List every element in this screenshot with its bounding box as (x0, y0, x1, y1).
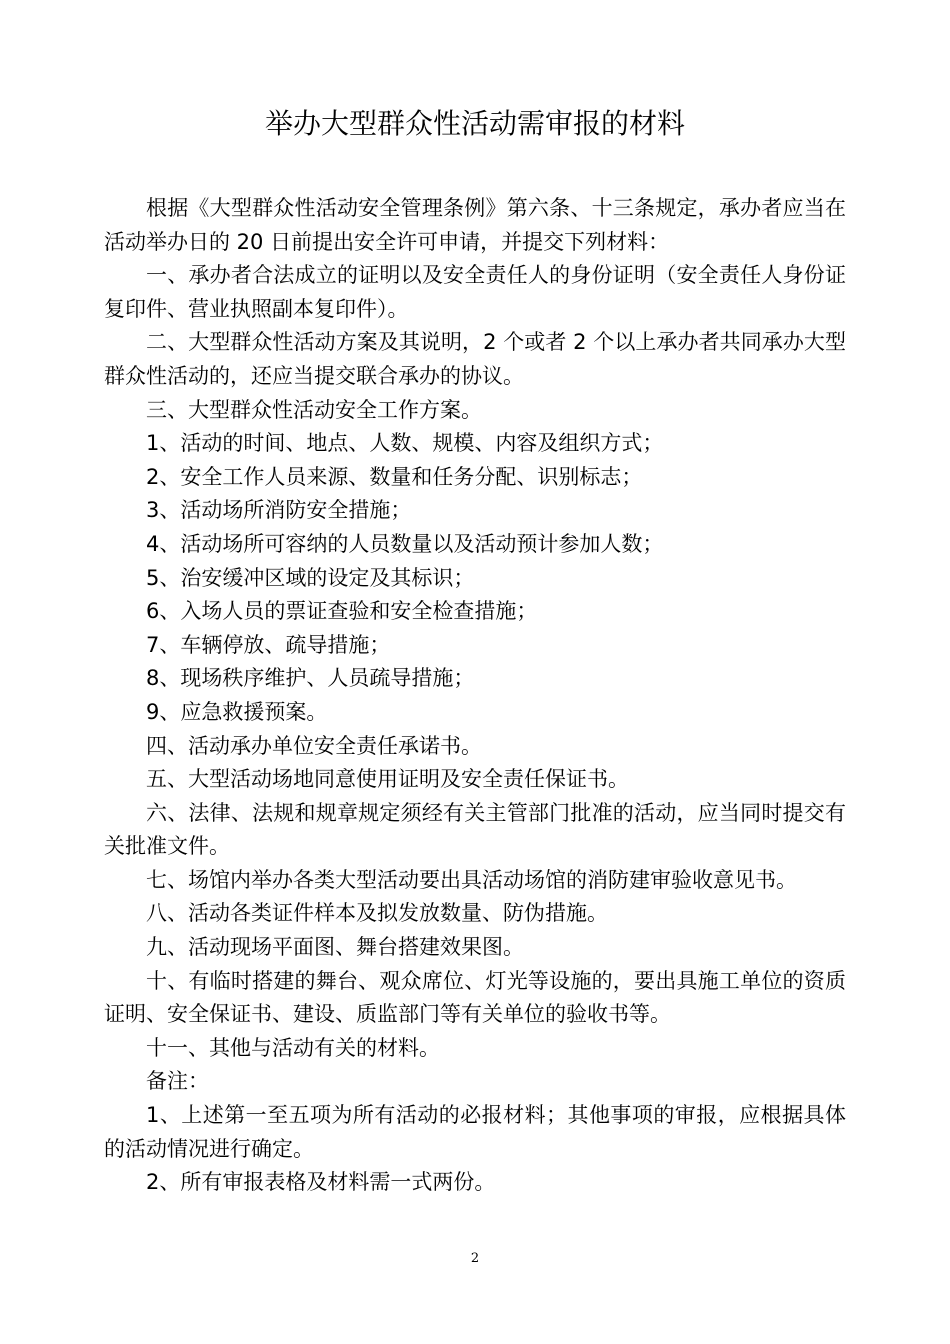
notes-heading: 备注： (146, 1069, 209, 1094)
paragraph-item-6: 六、法律、法规和规章规定须经有关主管部门批准的活动，应当同时提交有关批准文件。 (104, 800, 846, 859)
paragraph-item-10: 十、有临时搭建的舞台、观众席位、灯光等设施的，要出具施工单位的资质证明、安全保证书、建设、质监部门等有关单位的验收书等。 (104, 968, 846, 1027)
paragraph-item-11: 十一、其他与活动有关的材料。 (146, 1035, 440, 1060)
document-body (104, 192, 846, 1200)
note-1: 1、上述第一至五项为所有活动的必报材料；其他事项的审报，应根据具体的活动情况进行确定。 (104, 1103, 846, 1161)
subitem-3-6: 6、入场人员的票证查验和安全检查措施； (146, 599, 538, 624)
paragraph-item-4: 四、活动承办单位安全责任承诺书。 (146, 733, 482, 758)
paragraph-item-1: 一、承办者合法成立的证明以及安全责任人的身份证明（安全责任人身份证复印件、营业执照副本复印件）。 (104, 263, 846, 321)
document-title: 举办大型群众性活动需审报的材料 (264, 107, 685, 140)
paragraph-intro: 根据《大型群众性活动安全管理条例》第六条、十三条规定，承办者应当在活动举办日的 20 日前提出安全许可申请，并提交下列材料： (104, 196, 846, 254)
paragraph-item-3: 三、大型群众性活动安全工作方案。 (146, 397, 482, 422)
paragraph-item-8: 八、活动各类证件样本及拟发放数量、防伪措施。 (146, 901, 608, 926)
page-number: 2 (470, 1251, 480, 1266)
subitem-3-5: 5、治安缓冲区域的设定及其标识； (146, 565, 475, 590)
subitem-3-3: 3、活动场所消防安全措施； (146, 498, 412, 523)
paragraph-item-5: 五、大型活动场地同意使用证明及安全责任保证书。 (146, 767, 629, 792)
paragraph-item-2: 二、大型群众性活动方案及其说明，2 个或者 2 个以上承办者共同承办大型群众性活动的，还应当提交联合承办的协议。 (104, 330, 846, 388)
paragraph-item-7: 七、场馆内举办各类大型活动要出具活动场馆的消防建审验收意见书。 (146, 867, 797, 892)
subitem-3-7: 7、车辆停放、疏导措施； (146, 632, 391, 657)
subitem-3-2: 2、安全工作人员来源、数量和任务分配、识别标志； (146, 464, 643, 489)
subitem-3-1: 1、活动的时间、地点、人数、规模、内容及组织方式； (146, 431, 664, 456)
note-2: 2、所有审报表格及材料需一式两份。 (146, 1170, 496, 1195)
subitem-3-9: 9、应急救援预案。 (146, 699, 328, 724)
paragraph-item-9: 九、活动现场平面图、舞台搭建效果图。 (146, 935, 524, 960)
subitem-3-8: 8、现场秩序维护、人员疏导措施； (146, 666, 475, 691)
subitem-3-4: 4、活动场所可容纳的人员数量以及活动预计参加人数； (146, 531, 664, 556)
